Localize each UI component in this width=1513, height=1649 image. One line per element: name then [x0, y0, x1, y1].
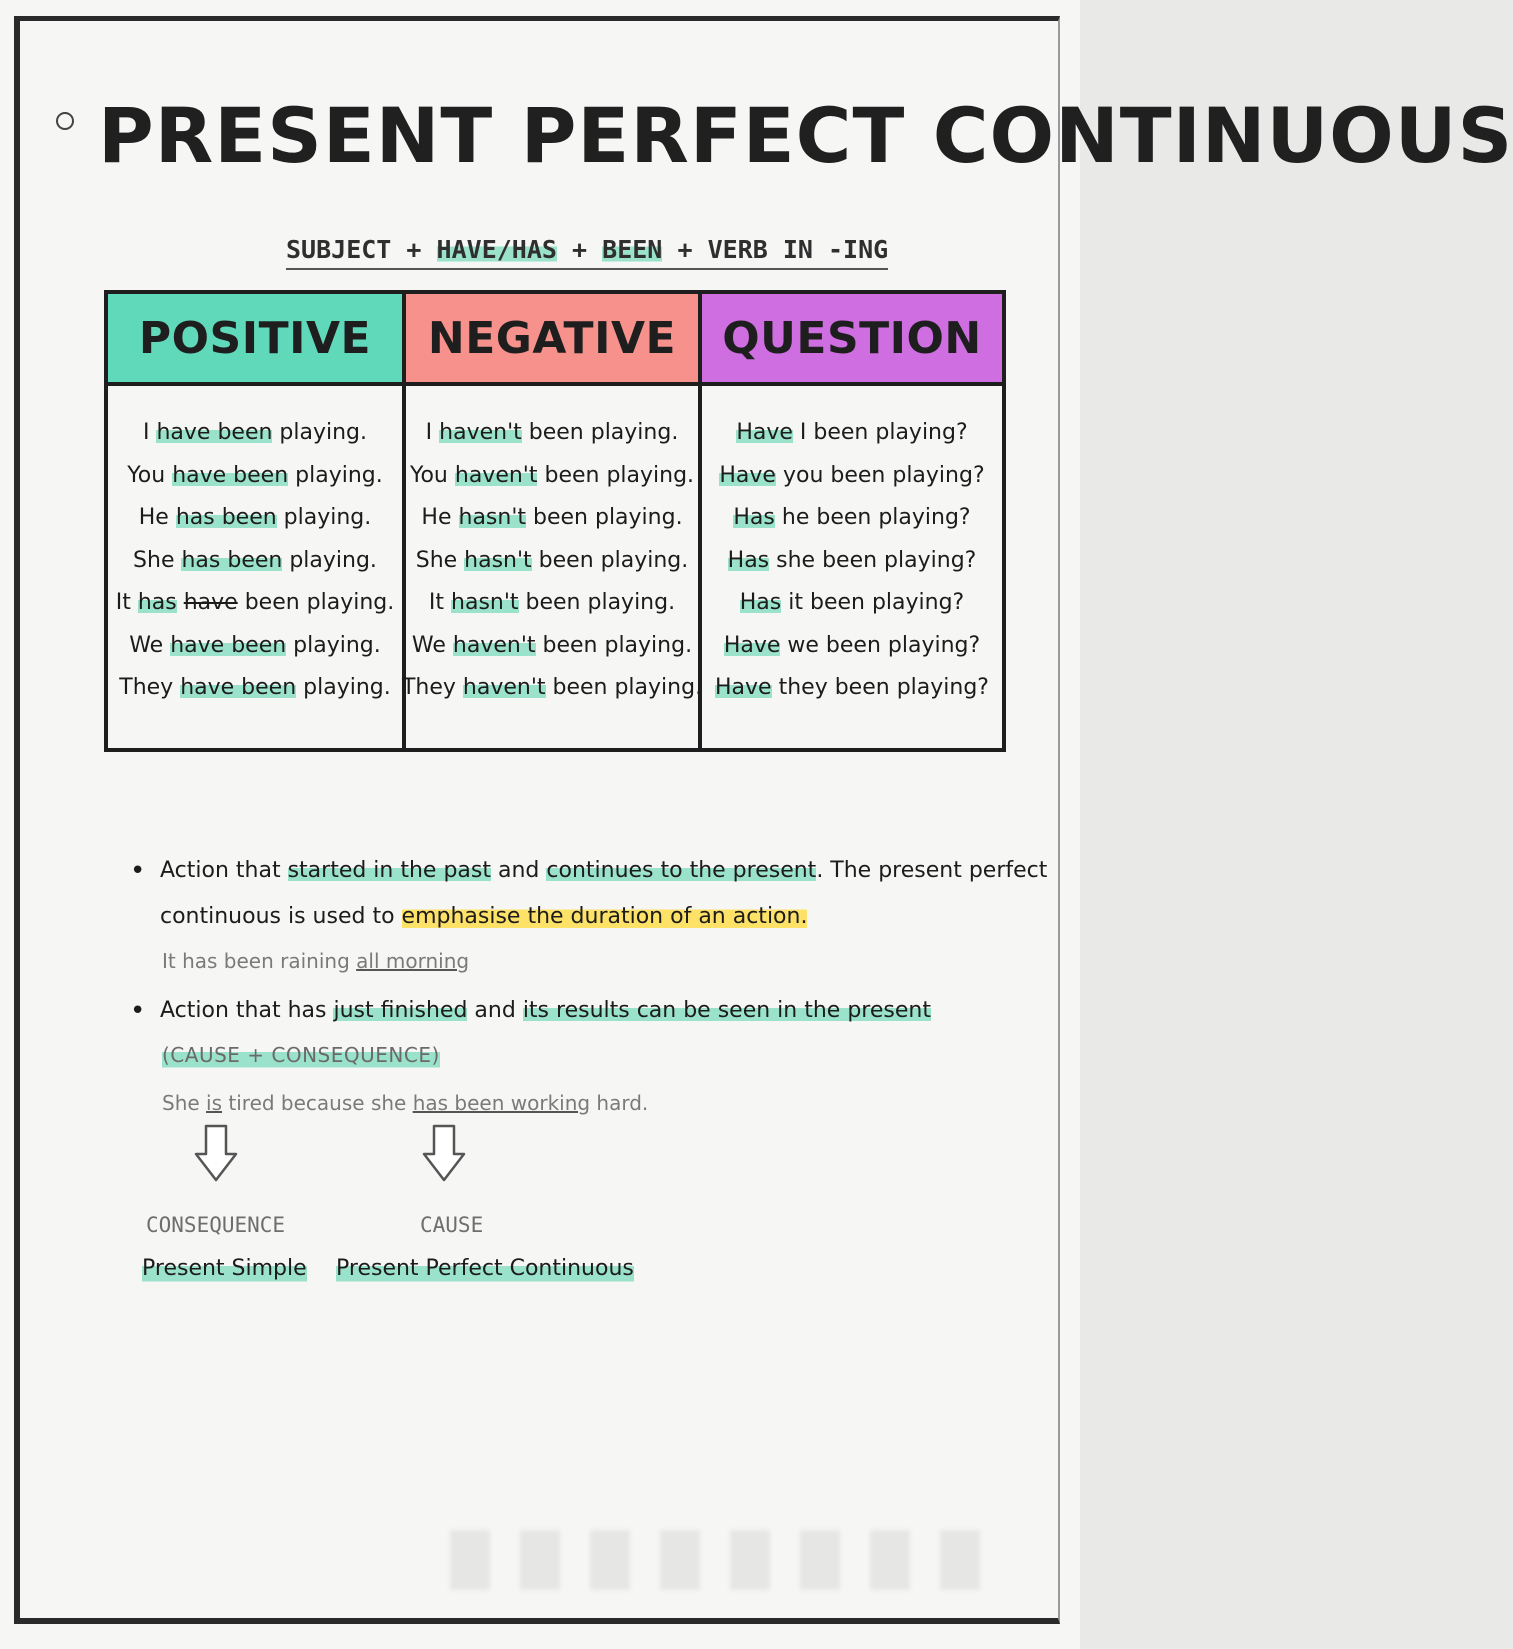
table-row	[733, 497, 970, 540]
question-header: QUESTION	[702, 294, 1002, 386]
question-column	[698, 294, 1002, 748]
row-text: we been playing?	[780, 632, 981, 658]
bullet-1-dot: •	[130, 856, 146, 886]
consequence-label: CONSEQUENCE	[146, 1213, 286, 1237]
row-highlight: Have	[723, 632, 781, 658]
punch-hole	[56, 112, 74, 130]
row-text: been playing.	[531, 547, 689, 573]
note-highlight: started in the past	[287, 858, 491, 883]
bullet-2-dot: •	[130, 996, 146, 1026]
example-underlined: all morning	[356, 949, 470, 973]
row-text: been playing.	[237, 590, 395, 615]
formula-subject: SUBJECT	[286, 235, 392, 264]
positive-header: POSITIVE	[108, 294, 402, 386]
bullet-2-example	[162, 1088, 648, 1118]
table-row	[429, 582, 675, 625]
row-highlight: haven't	[454, 462, 538, 488]
row-text: been playing.	[521, 420, 679, 445]
cause-consequence: (CAUSE + CONSEQUENCE)	[162, 1040, 440, 1070]
row-highlight: hasn't	[458, 505, 527, 530]
note-text: and	[467, 998, 523, 1023]
formula-plus: +	[572, 235, 588, 264]
example-text: tired because she	[222, 1091, 413, 1115]
note-highlight: its results can be seen in the present	[522, 998, 931, 1023]
struck-word: have	[183, 590, 238, 615]
note-text: and	[491, 858, 547, 883]
row-highlight: haven't	[452, 632, 536, 658]
row-highlight: Has	[727, 547, 770, 573]
formula-been: BEEN	[602, 235, 663, 264]
table-row	[416, 540, 689, 583]
row-text: playing.	[288, 462, 383, 488]
table-row	[719, 455, 984, 498]
table-row	[740, 582, 964, 625]
formula-plus: +	[406, 235, 422, 264]
question-rows	[702, 386, 1002, 748]
note-text: continuous is used to	[160, 904, 402, 929]
row-text: been playing.	[518, 590, 676, 615]
row-highlight: have been	[170, 632, 287, 658]
formula-plus: +	[677, 235, 693, 264]
example-text: hard.	[590, 1091, 649, 1115]
formula	[286, 232, 888, 270]
row-highlight: have been	[156, 420, 273, 445]
positive-column	[108, 294, 402, 748]
bullet-2-line-1	[160, 996, 931, 1026]
row-text: I been playing?	[792, 420, 968, 445]
row-text	[177, 590, 184, 615]
page-title: PRESENT PERFECT CONTINUOUS	[98, 91, 1513, 180]
positive-rows	[108, 386, 402, 748]
table-row	[412, 625, 692, 668]
table-row	[724, 625, 980, 668]
row-text: We	[129, 632, 171, 658]
row-highlight: have been	[180, 675, 297, 700]
table-row	[127, 455, 382, 498]
bullet-1-line-2	[160, 902, 807, 932]
row-text: they been playing?	[771, 675, 989, 700]
row-text: been playing.	[537, 462, 695, 488]
row-text: You	[127, 462, 173, 488]
note-text: Action that	[160, 858, 288, 883]
row-highlight: Have	[719, 462, 776, 488]
row-text: He	[138, 505, 176, 530]
note-text: . The present perfect	[816, 858, 1048, 883]
row-highlight: Have	[715, 675, 772, 700]
row-text: It	[428, 590, 452, 615]
formula-verb-ing: VERB IN -ING	[707, 235, 889, 264]
example-text: It has been raining	[162, 949, 357, 973]
row-text: I	[142, 420, 157, 445]
example-underlined: is	[206, 1091, 223, 1115]
table-row	[139, 497, 372, 540]
table-row	[119, 667, 390, 710]
row-text: playing.	[272, 420, 368, 445]
row-text: you been playing?	[775, 462, 985, 488]
conjugation-table	[104, 290, 1006, 752]
row-text: playing.	[282, 547, 377, 573]
negative-rows	[401, 386, 703, 748]
row-highlight: Have	[736, 420, 793, 445]
example-text: She	[162, 1091, 207, 1115]
table-row	[715, 667, 989, 710]
table-row	[143, 412, 367, 455]
bullet-1-example	[162, 946, 469, 976]
row-highlight: haven't	[439, 420, 522, 445]
consequence-tense: Present Simple	[142, 1254, 307, 1284]
table-row	[410, 455, 694, 498]
bullet-1-line-1	[160, 856, 1047, 886]
row-highlight: Has	[739, 590, 782, 615]
row-highlight: Has	[733, 505, 775, 530]
cause-tense: Present Perfect Continuous	[336, 1254, 634, 1284]
note-highlight: continues to the present	[546, 858, 817, 883]
row-text: She	[415, 547, 465, 573]
table-row	[402, 667, 702, 710]
row-text: playing.	[296, 675, 391, 700]
table-row	[426, 412, 679, 455]
table-row	[129, 625, 381, 668]
table-row	[421, 497, 682, 540]
row-highlight: has	[137, 590, 177, 615]
row-highlight: haven't	[462, 675, 546, 700]
row-text: playing.	[286, 632, 381, 658]
note-highlight-yellow: emphasise the duration of an action.	[401, 904, 808, 929]
row-highlight: hasn't	[464, 547, 532, 573]
note-text: Action that has	[160, 998, 334, 1023]
row-text: They	[401, 675, 463, 700]
row-text: I	[425, 420, 440, 445]
negative-column	[401, 294, 703, 748]
row-text: been playing.	[545, 675, 703, 700]
bleed-through-writing	[450, 1530, 1010, 1590]
negative-header: NEGATIVE	[406, 294, 698, 386]
example-underlined: has been working	[412, 1091, 591, 1115]
row-text: she been playing?	[769, 547, 977, 573]
row-highlight: hasn't	[451, 590, 519, 615]
row-text: She	[133, 547, 182, 573]
formula-have-has: HAVE/HAS	[436, 235, 557, 264]
row-text: He	[421, 505, 459, 530]
cause-label: CAUSE	[420, 1213, 484, 1237]
row-text: he been playing?	[774, 505, 971, 530]
row-text: They	[119, 675, 181, 700]
down-arrow-icon	[422, 1124, 466, 1182]
row-text: It	[115, 590, 138, 615]
table-row	[133, 540, 377, 583]
row-highlight: has been	[181, 547, 283, 573]
row-highlight: has been	[175, 505, 277, 530]
row-text: You	[409, 462, 455, 488]
row-text: it been playing?	[781, 590, 965, 615]
row-highlight: have been	[172, 462, 289, 488]
row-text: been playing.	[526, 505, 683, 530]
note-highlight: just finished	[333, 998, 468, 1023]
table-row	[728, 540, 977, 583]
row-text: been playing.	[535, 632, 693, 658]
row-text: We	[411, 632, 453, 658]
table-row	[116, 582, 395, 625]
down-arrow-icon	[194, 1124, 238, 1182]
table-row	[736, 412, 967, 455]
row-text: playing.	[276, 505, 372, 530]
